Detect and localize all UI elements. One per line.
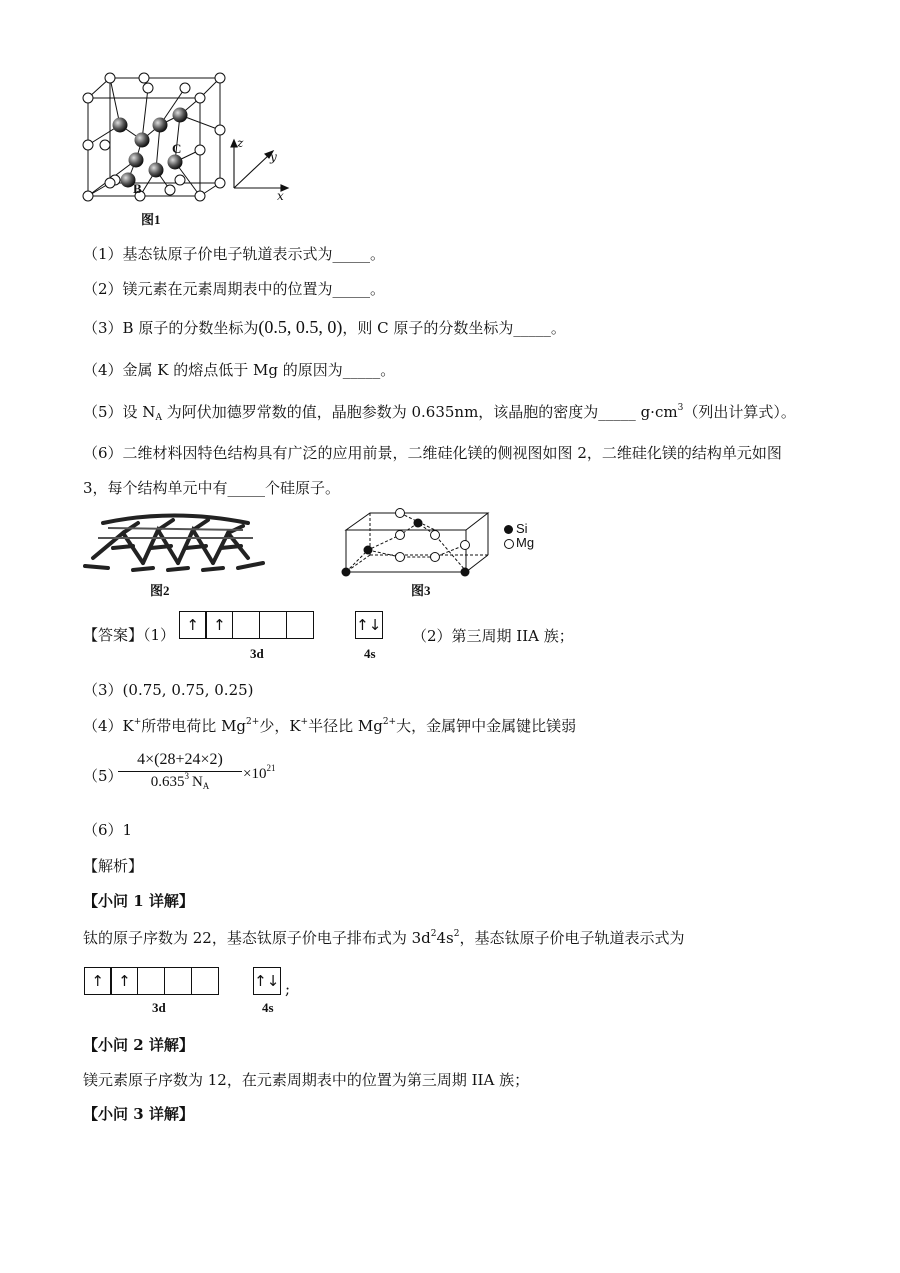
orbital-box xyxy=(164,967,192,995)
legend-mg-label: Mg xyxy=(516,535,535,550)
section-1-heading: 【小问 1 详解】 xyxy=(83,892,194,910)
orbital-box: ↑↓ xyxy=(355,611,383,639)
orbital-box: ↑ xyxy=(179,611,207,639)
den-pre: 0.635 xyxy=(150,774,185,790)
orbital-box xyxy=(232,611,260,639)
axis-x-label: x xyxy=(277,189,284,203)
orbital-box: ↑ xyxy=(110,967,138,995)
fig1-label-c: C xyxy=(172,141,182,156)
axis-y-label: y xyxy=(270,150,277,164)
question-1: （1）基态钛原子价电子轨道表示式为_____。 xyxy=(83,245,386,263)
s1-p2: 4s xyxy=(436,929,454,947)
question-5 xyxy=(83,402,796,422)
answer-6: （6）1 xyxy=(83,821,133,839)
orbital-box xyxy=(137,967,165,995)
q3-coord: (0.5, 0.5, 0) xyxy=(258,317,343,337)
a4-p2: 所带电荷比 Mg xyxy=(141,717,247,735)
answer-5-prefix: （5） xyxy=(83,767,123,785)
a4-sup3: + xyxy=(300,717,309,727)
fraction-bar xyxy=(118,771,242,772)
answer-1-prefix: （1） xyxy=(143,626,176,644)
a4-p3: 少，K xyxy=(259,717,301,735)
answer-label: 【答案】 xyxy=(83,626,144,644)
section-1-text xyxy=(83,928,685,948)
fraction-numerator: 4×(28+24×2) xyxy=(137,751,223,768)
answer-4 xyxy=(83,716,576,736)
question-3 xyxy=(83,317,566,338)
den-n: N xyxy=(191,774,203,790)
question-4: （4）金属 K 的熔点低于 Mg 的原因为_____。 xyxy=(83,361,396,379)
section-3-heading: 【小问 3 详解】 xyxy=(83,1105,194,1123)
orbital-box: ↑ xyxy=(205,611,233,639)
a4-sup4: 2+ xyxy=(382,717,397,727)
answer-2: （2）第三周期 IIA 族； xyxy=(412,627,574,645)
question-6-line1: （6）二维材料因特色结构具有广泛的应用前景，二维硅化镁的侧视图如图 2，二维硅化镁的结构单元如图 xyxy=(83,444,782,462)
orbital-4s-answer xyxy=(356,611,383,639)
s1-sup1: 2 xyxy=(430,929,437,939)
orbital-3d-analysis xyxy=(85,967,219,995)
label-3d-analysis: 3d xyxy=(152,1000,166,1015)
q5-pre: （5）设 N xyxy=(83,403,156,421)
question-2: （2）镁元素在元素周期表中的位置为_____。 xyxy=(83,280,386,298)
q5-sup: 3 xyxy=(677,403,684,413)
question-6-line2: 3，每个结构单元中有_____个硅原子。 xyxy=(83,479,341,497)
figure-3 xyxy=(340,505,500,581)
figure-2 xyxy=(83,508,268,582)
label-4s: 4s xyxy=(364,646,376,661)
orbital-3d-answer xyxy=(180,611,314,639)
fig1-caption: 图1 xyxy=(141,212,161,227)
q3-post: ，则 C 原子的分数坐标为_____。 xyxy=(342,319,566,337)
orbital-4s-analysis xyxy=(254,967,281,995)
s1-p3: ，基态钛原子价电子轨道表示式为 xyxy=(459,929,685,947)
section-2-text: 镁元素原子序数为 12，在元素周期表中的位置为第三周期 IIA 族； xyxy=(83,1071,530,1089)
fig2-caption: 图2 xyxy=(150,583,170,598)
label-3d: 3d xyxy=(250,646,264,661)
a4-sup2: 2+ xyxy=(246,717,260,727)
a4-p1: （4）K xyxy=(83,717,134,735)
orbital-box: ↑↓ xyxy=(253,967,281,995)
analysis-semicolon: ; xyxy=(285,980,291,998)
q3-pre: （3）B 原子的分数坐标为 xyxy=(83,319,259,337)
answer-5-multiplier xyxy=(243,763,276,783)
section-2-heading: 【小问 2 详解】 xyxy=(83,1036,194,1054)
answer-line-1 xyxy=(83,625,175,645)
legend-si-label: Si xyxy=(516,521,528,536)
legend-si-dot xyxy=(504,525,513,534)
a4-p5: 大，金属钾中金属键比镁弱 xyxy=(396,717,577,735)
orbital-box xyxy=(286,611,314,639)
a5-mult: ×10 xyxy=(243,766,267,782)
answer-5-fraction xyxy=(118,751,242,791)
a5-exp: 21 xyxy=(266,763,276,773)
answer-3: （3）(0.75, 0.75, 0.25) xyxy=(83,681,254,699)
a4-sup1: + xyxy=(133,717,142,727)
s1-p1: 钛的原子序数为 22，基态钛原子价电子排布式为 3d xyxy=(83,929,431,947)
label-4s-analysis: 4s xyxy=(262,1000,274,1015)
orbital-box xyxy=(259,611,287,639)
q5-sub: A xyxy=(155,413,162,423)
fig1-label-b: B xyxy=(133,181,142,196)
analysis-label: 【解析】 xyxy=(83,857,144,875)
a4-p4: 半径比 Mg xyxy=(308,717,383,735)
fig3-caption: 图3 xyxy=(411,583,431,598)
orbital-box: ↑ xyxy=(84,967,112,995)
s1-sup2: 2 xyxy=(453,929,460,939)
legend-mg-dot xyxy=(504,539,514,549)
q5-mid: 为阿伏加德罗常数的值，晶胞参数为 0.635nm，该晶胞的密度为_____ g·cm xyxy=(161,403,678,421)
den-sub: A xyxy=(202,781,210,791)
axis-z-label: z xyxy=(237,136,244,150)
q5-post: （列出计算式）。 xyxy=(683,403,796,421)
den-sup: 3 xyxy=(184,771,189,781)
orbital-box xyxy=(191,967,219,995)
fraction-denominator xyxy=(118,771,242,791)
